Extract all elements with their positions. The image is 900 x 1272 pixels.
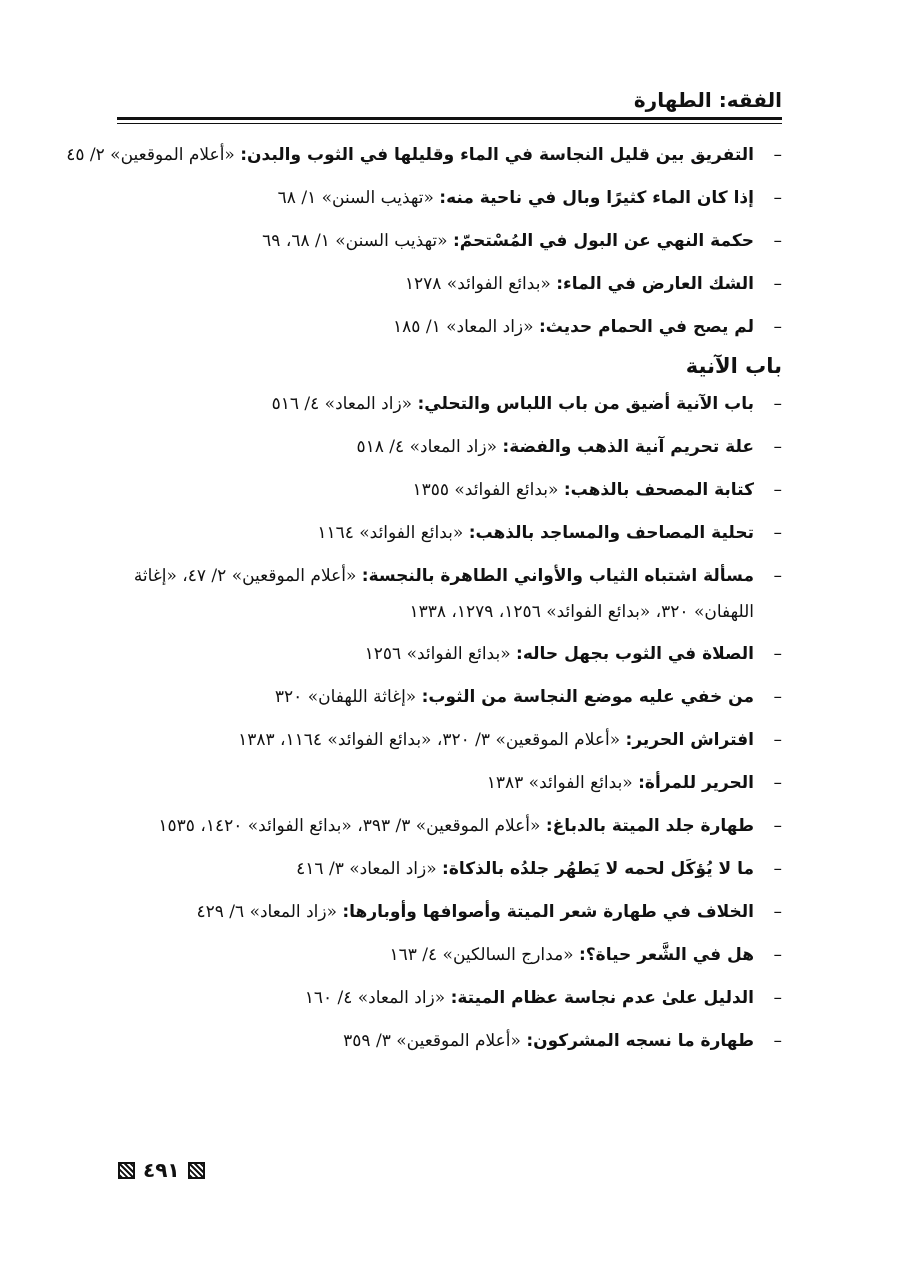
entry-references: «أعلام الموقعين» ٢/ ٤٧، «إغاثة اللهفان» ٣٢٠، «بدائع الفوائد» ١٢٥٦، ١٢٧٩، ١٣٣٨ [133, 566, 754, 622]
dash-bullet: – [773, 231, 782, 251]
entry-references: «زاد المعاد» ٣/ ٤١٦ [296, 859, 437, 879]
index-entry [118, 891, 782, 934]
entry-references: «بدائع الفوائد» ١٣٨٣ [486, 773, 633, 793]
entry-references: «تهذيب السنن» ١/ ٦٨ [277, 188, 434, 208]
dash-bullet: – [773, 988, 782, 1008]
dash-bullet: – [773, 566, 782, 586]
dash-bullet: – [773, 902, 782, 922]
entries-list-before [66, 134, 782, 349]
index-entry [118, 263, 782, 306]
entry-references: «زاد المعاد» ٤/ ١٦٠ [304, 988, 446, 1008]
dash-bullet: – [773, 480, 782, 500]
index-entry [118, 676, 782, 719]
dash-bullet: – [773, 145, 782, 165]
index-entry [118, 762, 782, 805]
dash-bullet: – [773, 859, 782, 879]
entry-topic: لم يصح في الحمام حديث: [538, 317, 754, 337]
entry-references: «مدارج السالكين» ٤/ ١٦٣ [389, 945, 574, 965]
dash-bullet: – [773, 687, 782, 707]
entry-references: «بدائع الفوائد» ١١٦٤ [317, 523, 464, 543]
entry-topic: الصلاة في الثوب بجهل حاله: [516, 644, 754, 664]
entry-references: «بدائع الفوائد» ١٣٥٥ [412, 480, 559, 500]
entries-list-after [118, 383, 782, 1063]
dash-bullet: – [773, 523, 782, 543]
entry-topic: طهارة ما نسجه المشركون: [526, 1031, 754, 1051]
index-entry [118, 383, 782, 426]
index-entry [118, 1020, 782, 1063]
entry-topic: تحلية المصاحف والمساجد بالذهب: [468, 523, 754, 543]
header-rule-thick [117, 117, 782, 120]
index-entry [118, 469, 782, 512]
square-ornament-icon [118, 1162, 135, 1179]
index-entry [118, 512, 782, 555]
running-header-title: الفقه: الطهارة [633, 88, 782, 112]
entry-topic: باب الآنية أضيق من باب اللباس والتحلي: [417, 394, 754, 414]
entry-topic: الشك العارض في الماء: [556, 274, 754, 294]
dash-bullet: – [773, 644, 782, 664]
index-entry [118, 426, 782, 469]
entry-topic: علة تحريم آنية الذهب والفضة: [502, 437, 754, 457]
dash-bullet: – [773, 394, 782, 414]
entry-references: «زاد المعاد» ٦/ ٤٢٩ [196, 902, 337, 922]
index-content [66, 134, 782, 1063]
entry-topic: الخلاف في طهارة شعر الميتة وأصوافها وأوبارها: [342, 902, 754, 922]
index-entry [118, 633, 782, 676]
entry-references: «أعلام الموقعين» ٣/ ٣٩٣، «بدائع الفوائد» ١٤٢٠، ١٥٣٥ [158, 816, 541, 836]
index-entry [118, 977, 782, 1020]
header-rule-thin [117, 123, 782, 124]
index-entry [118, 719, 782, 762]
dash-bullet: – [773, 317, 782, 337]
entry-topic: كتابة المصحف بالذهب: [563, 480, 754, 500]
page-footer [118, 1158, 205, 1182]
dash-bullet: – [773, 437, 782, 457]
index-entry [66, 134, 782, 177]
entry-references: «تهذيب السنن» ١/ ٦٨، ٦٩ [262, 231, 448, 251]
index-entry [118, 805, 782, 848]
square-ornament-icon [188, 1162, 205, 1179]
entry-topic: افتراش الحرير: [625, 730, 754, 750]
index-entry [118, 220, 782, 263]
dash-bullet: – [773, 1031, 782, 1051]
dash-bullet: – [773, 730, 782, 750]
entry-topic: هل في الشَّعر حياة؟: [579, 945, 754, 965]
entry-references: «زاد المعاد» ٤/ ٥١٦ [271, 394, 413, 414]
dash-bullet: – [773, 945, 782, 965]
entry-topic: التفريق بين قليل النجاسة في الماء وقليلها في الثوب والبدن: [240, 145, 754, 165]
entry-references: «أعلام الموقعين» ٣/ ٣٢٠، «بدائع الفوائد» ١١٦٤، ١٣٨٣ [238, 730, 621, 750]
dash-bullet: – [773, 816, 782, 836]
entry-references: «أعلام الموقعين» ٢/ ٤٥ [66, 145, 235, 165]
index-entry [118, 177, 782, 220]
index-entry [118, 848, 782, 891]
entry-topic: الدليل علىٰ عدم نجاسة عظام الميتة: [450, 988, 754, 1008]
entry-references: «بدائع الفوائد» ١٢٥٦ [364, 644, 511, 664]
dash-bullet: – [773, 188, 782, 208]
entry-references: «إغاثة اللهفان» ٣٢٠ [274, 687, 417, 707]
entry-topic: ما لا يُؤكَل لحمه لا يَطهُر جلدُه بالذكاة: [442, 859, 754, 879]
index-entry [118, 306, 782, 349]
entry-topic: إذا كان الماء كثيرًا وبال في ناحية منه: [439, 188, 754, 208]
index-entry [118, 934, 782, 977]
page-number: ٤٩١ [143, 1158, 180, 1182]
entry-topic: من خفي عليه موضع النجاسة من الثوب: [421, 687, 754, 707]
section-heading: باب الآنية [685, 354, 782, 378]
index-entry [118, 555, 782, 633]
dash-bullet: – [773, 773, 782, 793]
entry-references: «أعلام الموقعين» ٣/ ٣٥٩ [343, 1031, 521, 1051]
entry-references: «بدائع الفوائد» ١٢٧٨ [404, 274, 551, 294]
entry-topic: الحرير للمرأة: [638, 773, 754, 793]
entry-topic: حكمة النهي عن البول في المُسْتحمّ: [452, 231, 754, 251]
entry-references: «زاد المعاد» ١/ ١٨٥ [393, 317, 534, 337]
entry-topic: طهارة جلد الميتة بالدباغ: [545, 816, 754, 836]
entry-topic: مسألة اشتباه الثياب والأواني الطاهرة بالنجسة: [361, 566, 754, 586]
entry-references: «زاد المعاد» ٤/ ٥١٨ [356, 437, 497, 457]
dash-bullet: – [773, 274, 782, 294]
